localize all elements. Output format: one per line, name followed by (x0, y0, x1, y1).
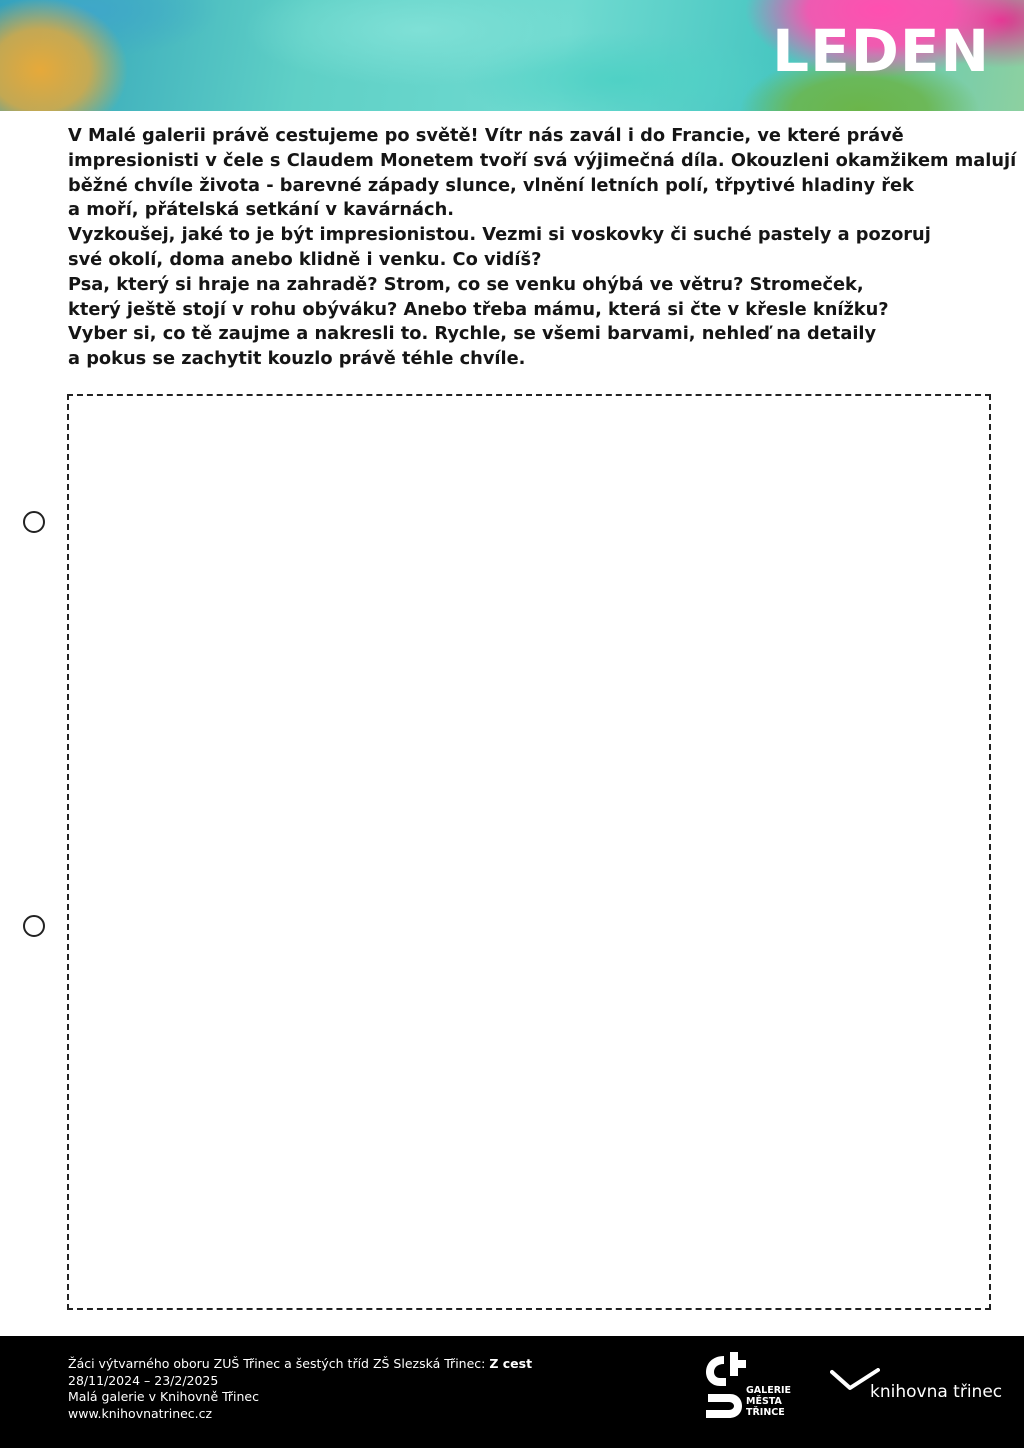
library-logo-text: knihovna třinec (870, 1382, 1003, 1402)
gallery-logo-line: GALERIE (746, 1385, 792, 1396)
exhibition-title: Z cest (489, 1356, 533, 1371)
punch-hole-top (23, 511, 45, 533)
footer (0, 1336, 1024, 1448)
intro-line: Vyber si, co tě zaujme a nakresli to. Rychle, se všemi barvami, nehleď na detaily (68, 323, 877, 345)
exhibition-venue: Malá galerie v Knihovně Třinec (68, 1389, 259, 1404)
exhibition-prefix: Žáci výtvarného oboru ZUŠ Třinec a šestých tříd ZŠ Slezská Třinec: (68, 1356, 490, 1371)
intro-line: který ještě stojí v rohu obýváku? Anebo třeba mámu, která si čte v křesle knížku? (68, 298, 889, 320)
gallery-logo-text (746, 1385, 791, 1418)
website-link[interactable]: www.knihovnatrinec.cz (68, 1405, 213, 1421)
intro-line: a moří, přátelská setkání v kavárnách. (68, 199, 454, 221)
punch-hole-bottom (23, 915, 45, 937)
intro-line: běžné chvíle života - barevné západy slunce, vlnění letních polí, třpytivé hladiny řek (68, 174, 914, 196)
gallery-logo-line: MĚSTA (746, 1396, 782, 1407)
drawing-area[interactable] (67, 394, 991, 1310)
intro-text (68, 124, 1017, 372)
intro-line: a pokus se zachytit kouzlo právě téhle chvíle. (68, 348, 526, 370)
gallery-logo-line: TŘINCE (746, 1407, 785, 1418)
exhibition-dates: 28/11/2024 – 23/2/2025 (68, 1372, 219, 1388)
gallery-logo-icon (702, 1350, 748, 1420)
gallery-logo (702, 1350, 802, 1420)
intro-line: Psa, který si hraje na zahradě? Strom, co se venku ohýbá ve větru? Stromeček, (68, 273, 864, 295)
exhibition-info (68, 1356, 532, 1422)
month-title: LEDEN (772, 17, 990, 85)
intro-line: své okolí, doma anebo klidně i venku. Co vidíš? (68, 248, 542, 270)
library-logo (830, 1368, 1003, 1408)
intro-line: Vyzkoušej, jaké to je být impresionistou. Vezmi si voskovky či suché pastely a pozoruj (68, 224, 931, 246)
header-banner (0, 0, 1024, 111)
exhibition-line (68, 1356, 532, 1373)
intro-line: V Malé galerii právě cestujeme po světě! Vítr nás zavál i do Francie, ve které právě (68, 125, 904, 146)
intro-line: impresionisti v čele s Claudem Monetem tvoří svá výjimečná díla. Okouzleni okamžikem malují (68, 149, 1017, 171)
